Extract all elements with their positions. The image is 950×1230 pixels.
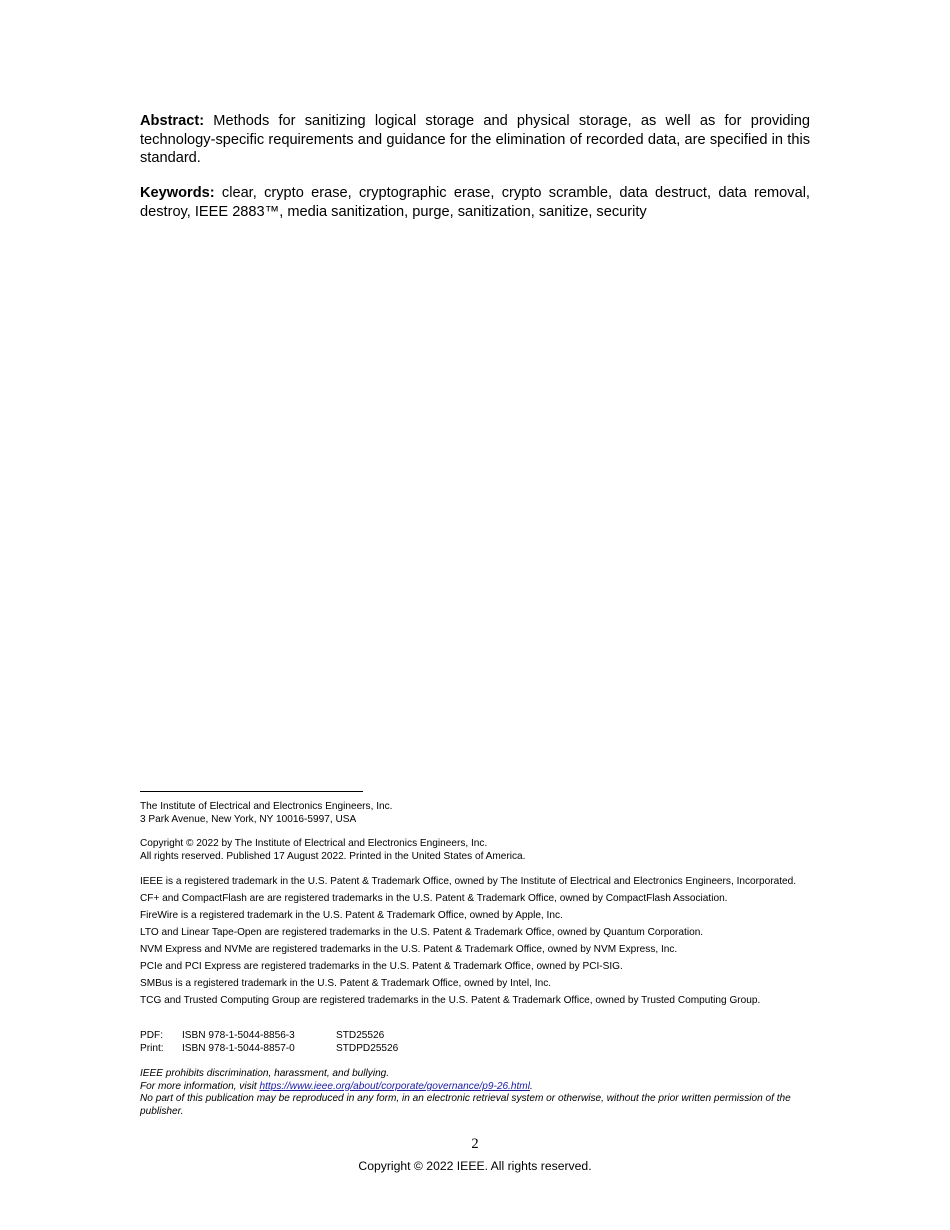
- trademark-item: IEEE is a registered trademark in the U.S. Patent & Trademark Office, owned by The Institute of Electrical and Electronics Engineers, Incorporated.: [140, 876, 797, 887]
- page-footer: Copyright © 2022 IEEE. All rights reserved.: [358, 1159, 592, 1173]
- info-prefix: For more information, visit: [140, 1080, 260, 1092]
- isbn-number: ISBN 978-1-5044-8856-3: [182, 1030, 295, 1041]
- isbn-code: STD25526: [336, 1030, 385, 1041]
- isbn-row-pdf: [140, 1030, 815, 1043]
- trademark-item: TCG and Trusted Computing Group are registered trademarks in the U.S. Patent & Trademark Office, owned by Trusted Computing Group.: [140, 994, 761, 1006]
- keywords-paragraph: [140, 184, 810, 221]
- publisher-street: 3 Park Avenue, New York, NY 10016-5997, USA: [140, 813, 357, 825]
- trademark-item: FireWire is a registered trademark in the U.S. Patent & Trademark Office, owned by Apple, Inc.: [140, 909, 563, 921]
- page-number: 2: [471, 1136, 479, 1152]
- trademark-notices: [140, 876, 815, 1012]
- abstract-label: Abstract:: [140, 113, 205, 129]
- discrimination-notice: IEEE prohibits discrimination, harassment, and bullying.: [140, 1068, 390, 1079]
- trademark-item: SMBus is a registered trademark in the U.S. Patent & Trademark Office, owned by Intel, Inc.: [140, 977, 552, 989]
- reproduction-notice: No part of this publication may be reproduced in any form, in an electronic retrieval system or otherwise, without the prior written permission of the publisher.: [140, 1093, 791, 1117]
- isbn-table: [140, 1030, 815, 1055]
- copyright-block: [140, 838, 815, 863]
- isbn-format: Print:: [140, 1042, 164, 1054]
- abstract-text: Methods for sanitizing logical storage and physical storage, as well as for providing technology-specific requirements and guidance for the elimination of recorded data, are specified in this standard.: [140, 113, 810, 166]
- isbn-format: PDF:: [140, 1030, 163, 1041]
- keywords-text: clear, crypto erase, cryptographic erase, crypto scramble, data destruct, data removal, destroy, IEEE 2883™, media sanitization, purge, sanitization, sanitize, security: [140, 185, 810, 220]
- isbn-code: STDPD25526: [336, 1042, 399, 1054]
- trademark-item: LTO and Linear Tape-Open are registered trademarks in the U.S. Patent & Trademark Office, owned by Quantum Corporation.: [140, 926, 704, 938]
- copyright-line: Copyright © 2022 by The Institute of Electrical and Electronics Engineers, Inc.: [140, 838, 488, 849]
- info-line: [140, 1081, 815, 1094]
- info-suffix: .: [529, 1080, 533, 1092]
- abstract-paragraph: [140, 112, 810, 168]
- trademark-item: NVM Express and NVMe are registered trademarks in the U.S. Patent & Trademark Office, owned by NVM Express, Inc.: [140, 943, 678, 955]
- governance-link[interactable]: https://www.ieee.org/about/corporate/governance/p9-26.html: [259, 1080, 530, 1092]
- trademark-item: CF+ and CompactFlash are are registered trademarks in the U.S. Patent & Trademark Office, owned by CompactFlash Association.: [140, 892, 728, 904]
- isbn-row-print: [140, 1043, 815, 1056]
- trademark-item: PCIe and PCI Express are registered trademarks in the U.S. Patent & Trademark Office, owned by PCI-SIG.: [140, 960, 623, 972]
- publisher-name: The Institute of Electrical and Electronics Engineers, Inc.: [140, 801, 393, 812]
- rights-line: All rights reserved. Published 17 August 2022. Printed in the United States of America.: [140, 850, 526, 862]
- legal-notice: [140, 1068, 815, 1118]
- publisher-address: [140, 801, 815, 826]
- keywords-label: Keywords:: [140, 185, 215, 201]
- isbn-number: ISBN 978-1-5044-8857-0: [182, 1042, 295, 1054]
- footnote-divider: [140, 791, 363, 792]
